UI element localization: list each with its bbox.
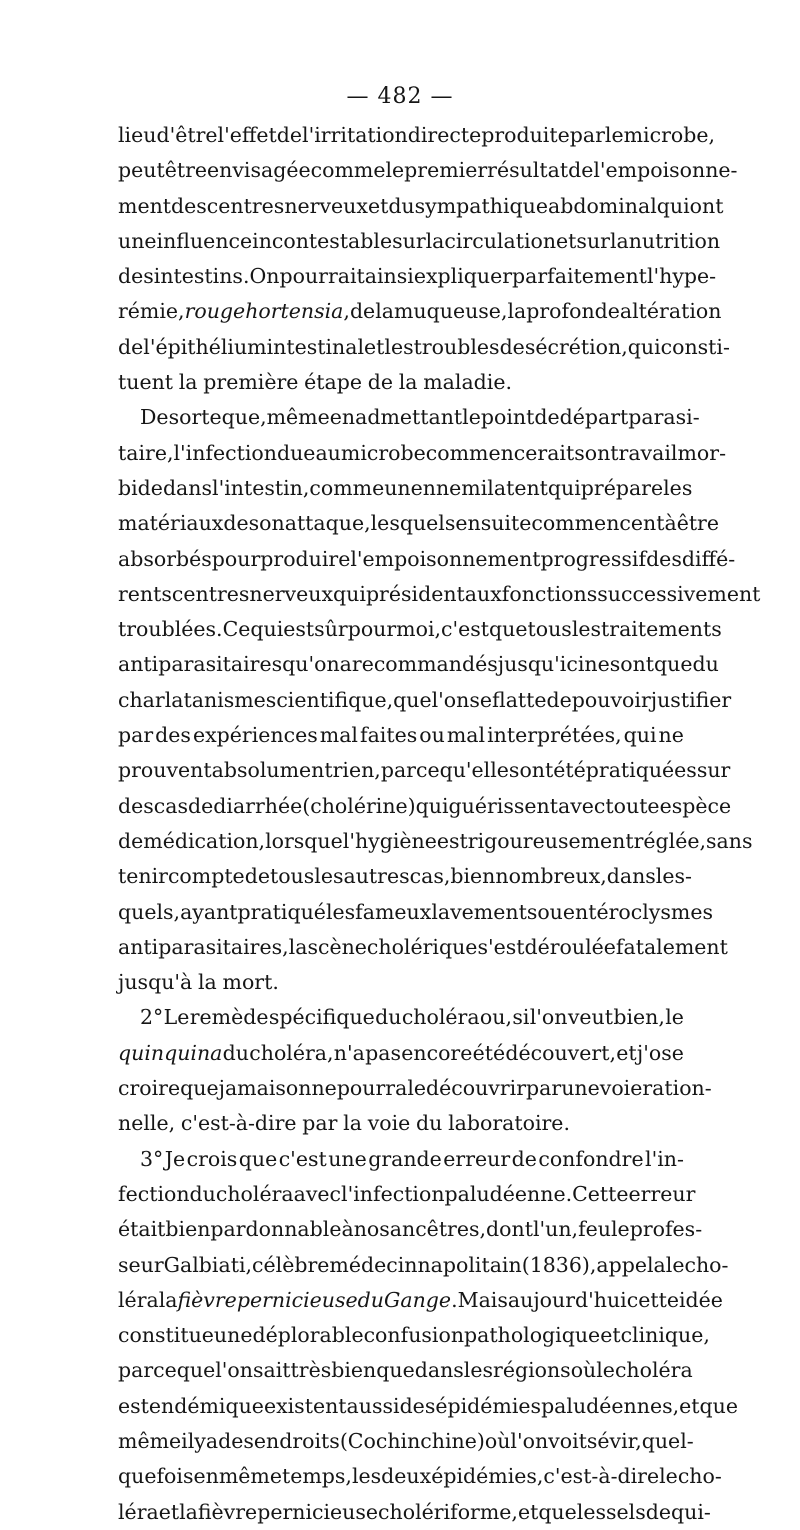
- text-line: fection du choléra avec l'infection paludéenne. Cette erreur: [118, 1181, 696, 1206]
- text-line: même il y a des endroits (Cochinchine) où l'on voit sévir, quel-: [118, 1428, 694, 1453]
- page-number: — 482 —: [346, 84, 454, 109]
- text-line: seur Galbiati, célèbre médecin napolitain (1836), appela le cho-: [118, 1252, 729, 1277]
- text-line: troublées. Ce qui est sûr pour moi, c'est que tous les traitements: [118, 617, 722, 642]
- text-line: est endémique existent aussi des épidémies paludéennes, et que: [118, 1393, 738, 1418]
- body-text: [118, 118, 761, 1530]
- text-line: nelle, c'est-à-dire par la voie du laboratoire.: [118, 1111, 570, 1136]
- text-line: rémie, rouge hortensia, de la muqueuse, la profonde altération: [118, 299, 722, 324]
- text-line: de médication, lorsque l'hygiène est rigoureusement réglée, sans: [118, 828, 753, 853]
- text-line: une influence incontestable sur la circulation et sur la nutrition: [118, 228, 721, 253]
- text-line: lieu d'être l'effet de l'irritation directe produite par le microbe,: [118, 123, 715, 147]
- text-line: parce que l'on sait très bien que dans les régions où le choléra: [118, 1358, 693, 1383]
- text-line: était bien pardonnable à nos ancêtres, dont l'un, feu le profes-: [118, 1217, 703, 1242]
- text-line: bide dans l'intestin, comme un ennemi latent qui prépare les: [118, 475, 693, 500]
- text-line: De sorte que, même en admettant le point de départ parasi-: [140, 405, 700, 430]
- text-line: jusqu'à la mort.: [118, 970, 279, 995]
- text-line: tenir compte de tous les autres cas, bien nombreux, dans les-: [118, 864, 692, 889]
- text-line: absorbés pour produire l'empoisonnement progressif des diffé-: [118, 546, 736, 571]
- text-line: de l'épithélium intestinal et les troubles de sécrétion, qui consti-: [118, 334, 730, 359]
- text-line: tuent la première étape de la maladie.: [118, 370, 513, 395]
- text-line: charlatanisme scientifique, que l'on se flatte de pouvoir justifier: [118, 687, 732, 712]
- text-line: par des expériences mal faites ou mal interprétées, qui ne: [118, 723, 684, 748]
- text-line: taire, l'infection due au microbe commencerait son travail mor-: [118, 440, 726, 465]
- text-line: quels, ayant pratiqué les fameux lavements ou entéroclysmes: [118, 899, 713, 924]
- text-line: quefois en même temps, les deux épidémies, c'est-à-dire le cho-: [118, 1464, 722, 1489]
- text-line: 2° Le remède spécifique du choléra ou, si l'on veut bien, le: [140, 1005, 684, 1030]
- text-line: léra la fièvre pernicieuse du Gange. Mais aujourd'hui cette idée: [118, 1287, 723, 1312]
- text-line: prouvent absolument rien, parce qu'elles ont été pratiquées sur: [118, 758, 731, 783]
- text-line: des cas de diarrhée (cholérine) qui guérissent avec toute espèce: [118, 793, 732, 818]
- text-line: rents centres nerveux qui président aux fonctions successivement: [118, 581, 761, 606]
- text-line: matériaux de son attaque, lesquels ensuite commencent à être: [118, 511, 719, 536]
- text-line: 3° Je crois que c'est une grande erreur de confondre l'in-: [140, 1146, 684, 1171]
- text-line: ment des centres nerveux et du sympathique abdominal qui ont: [118, 193, 724, 218]
- text-line: léra et la fièvre pernicieuse cholériforme, et que les sels de qui-: [118, 1499, 711, 1524]
- text-line: constitue une déplorable confusion pathologique et clinique,: [118, 1323, 710, 1348]
- text-line: croire que jamais on ne pourra le découvrir par une voie ration-: [118, 1076, 712, 1101]
- text-line: peut être envisagée comme le premier résultat de l'empoisonne-: [118, 158, 738, 183]
- text-line: antiparasitaires, la scène cholérique s'est déroulée fatalement: [118, 934, 728, 959]
- text-line: quinquina du choléra, n'a pas encore été découvert, et j'ose: [118, 1040, 684, 1065]
- text-line: des intestins. On pourrait ainsi expliquer parfaitement l'hype-: [118, 264, 717, 289]
- text-line: antiparasitaires qu'on a recommandés jusqu'ici ne sont que du: [118, 652, 719, 677]
